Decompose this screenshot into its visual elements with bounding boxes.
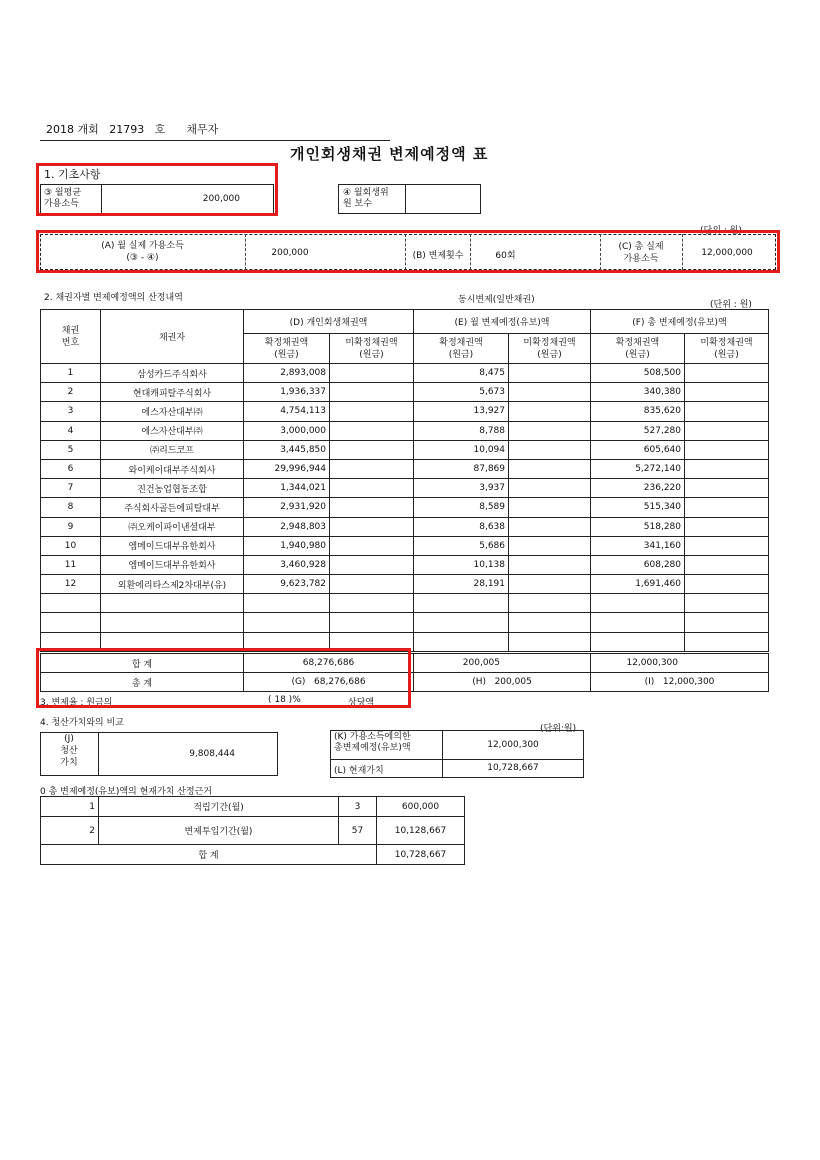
- pv-total-label: 합 계: [41, 845, 377, 865]
- section2-unit: (단위 : 원): [710, 300, 752, 310]
- f-unconfirmed: [685, 575, 769, 594]
- section5-title: 0 총 변제예정(유보)액의 현재가치 산정근거: [40, 787, 212, 797]
- creditor-no: 12: [41, 575, 101, 594]
- header-e-unconfirmed: 미확정채권액 (원금): [509, 334, 591, 364]
- empty-cell: [591, 594, 685, 613]
- monthly-income-label: ③ 월평균 가용소득: [44, 188, 82, 209]
- table-row: [41, 402, 769, 421]
- creditor-name: 진건농업협동조합: [101, 479, 244, 498]
- e-confirmed: 87,869: [414, 459, 509, 478]
- header-e-confirmed: 확정채권액 (원금): [414, 334, 509, 364]
- d-confirmed: 29,996,944: [244, 459, 330, 478]
- present-value-table: [40, 796, 465, 865]
- table-row: [41, 479, 769, 498]
- creditor-name: ㈜리드코프: [101, 440, 244, 459]
- creditor-name: 에스자산대부㈜: [101, 402, 244, 421]
- empty-cell: [330, 594, 414, 613]
- e-confirmed: 5,686: [414, 536, 509, 555]
- b-value: 60회: [495, 251, 516, 261]
- e-confirmed: 8,788: [414, 421, 509, 440]
- d-confirmed: 2,931,920: [244, 498, 330, 517]
- table-row-empty: [41, 594, 769, 613]
- e-unconfirmed: [509, 364, 591, 383]
- section2-subtitle: 동시변제(일반채권): [458, 295, 535, 305]
- table-row: [41, 440, 769, 459]
- empty-cell: [509, 594, 591, 613]
- d-unconfirmed: [330, 555, 414, 574]
- empty-cell: [414, 632, 509, 651]
- f-confirmed: 527,280: [591, 421, 685, 440]
- f-confirmed: 341,160: [591, 536, 685, 555]
- header-d-confirmed: 확정채권액 (원금): [244, 334, 330, 364]
- d-confirmed: 9,623,782: [244, 575, 330, 594]
- creditor-name: 엠메이드대부유한회사: [101, 555, 244, 574]
- f-unconfirmed: [685, 421, 769, 440]
- e-confirmed: 8,638: [414, 517, 509, 536]
- e-confirmed: 10,138: [414, 555, 509, 574]
- table-row: [41, 536, 769, 555]
- page-title: 개인회생채권 변제예정액 표: [290, 145, 489, 163]
- e-unconfirmed: [509, 498, 591, 517]
- c-label: (C) 총 실제 가용소득: [618, 242, 664, 264]
- monthly-income-value: 200,000: [202, 194, 240, 204]
- table-row: [41, 555, 769, 574]
- d-unconfirmed: [330, 459, 414, 478]
- d-unconfirmed: [330, 383, 414, 402]
- creditor-no: 4: [41, 421, 101, 440]
- d-confirmed: 1,344,021: [244, 479, 330, 498]
- creditor-name: 외환에리타스제2차대부(유): [101, 575, 244, 594]
- empty-cell: [101, 594, 244, 613]
- e-unconfirmed: [509, 536, 591, 555]
- empty-cell: [41, 613, 101, 632]
- f-unconfirmed: [685, 383, 769, 402]
- creditor-name: ㈜오케이파이낸셜대부: [101, 517, 244, 536]
- empty-cell: [244, 613, 330, 632]
- empty-cell: [685, 632, 769, 651]
- empty-cell: [41, 594, 101, 613]
- subtotal-f: 12,000,300: [591, 654, 769, 673]
- e-confirmed: 3,937: [414, 479, 509, 498]
- e-unconfirmed: [509, 402, 591, 421]
- empty-cell: [101, 613, 244, 632]
- d-confirmed: 2,893,008: [244, 364, 330, 383]
- d-unconfirmed: [330, 479, 414, 498]
- header-d-unconfirmed: 미확정채권액 (원금): [330, 334, 414, 364]
- highlight-available-income: [36, 230, 780, 273]
- e-confirmed: 10,094: [414, 440, 509, 459]
- e-confirmed: 13,927: [414, 402, 509, 421]
- creditor-no: 9: [41, 517, 101, 536]
- f-confirmed: 340,380: [591, 383, 685, 402]
- empty-cell: [244, 594, 330, 613]
- header-no: 채권 번호: [41, 310, 101, 364]
- f-confirmed: 508,500: [591, 364, 685, 383]
- d-confirmed: 3,000,000: [244, 421, 330, 440]
- pv-total-value: 10,728,667: [377, 845, 465, 865]
- empty-cell: [509, 613, 591, 632]
- d-unconfirmed: [330, 575, 414, 594]
- section4-unit: (단위:원): [540, 724, 577, 734]
- f-unconfirmed: [685, 498, 769, 517]
- f-unconfirmed: [685, 555, 769, 574]
- d-confirmed: 3,445,850: [244, 440, 330, 459]
- header-rule: [40, 140, 390, 141]
- table-row: [41, 383, 769, 402]
- l-label: (L) 현재가치: [334, 766, 384, 776]
- j-label: (J) 청산 가치: [60, 734, 78, 768]
- creditor-name: 주식회사골든에피탈대부: [101, 498, 244, 517]
- d-confirmed: 1,940,980: [244, 536, 330, 555]
- pv-row-no: 2: [41, 817, 99, 845]
- empty-cell: [330, 613, 414, 632]
- d-unconfirmed: [330, 498, 414, 517]
- d-unconfirmed: [330, 536, 414, 555]
- table-row: [41, 421, 769, 440]
- creditor-no: 7: [41, 479, 101, 498]
- f-confirmed: 515,340: [591, 498, 685, 517]
- d-confirmed: 1,936,337: [244, 383, 330, 402]
- subtotal-e: 200,005: [414, 654, 591, 673]
- subtotal-label: 합 계: [41, 654, 244, 673]
- table-row: [41, 517, 769, 536]
- header-d: (D) 개인회생채권액: [244, 310, 414, 334]
- header-f: (F) 총 변제예정(유보)액: [591, 310, 769, 334]
- trustee-fee-label: ④ 월회생위 원 보수: [343, 188, 389, 209]
- repayment-rate-suffix: 상당액: [348, 698, 375, 708]
- d-unconfirmed: [330, 421, 414, 440]
- d-confirmed: 2,948,803: [244, 517, 330, 536]
- e-unconfirmed: [509, 421, 591, 440]
- d-unconfirmed: [330, 364, 414, 383]
- pv-row-label: 변제투입기간(월): [99, 817, 339, 845]
- header-f-confirmed: 확정채권액 (원금): [591, 334, 685, 364]
- f-unconfirmed: [685, 479, 769, 498]
- empty-cell: [685, 594, 769, 613]
- section3-title: 3. 변제율 : 원금의: [40, 698, 113, 708]
- section1-title: 1. 기초사항: [44, 168, 101, 181]
- e-unconfirmed: [509, 555, 591, 574]
- l-value: 10,728,667: [487, 763, 539, 773]
- table-row: [41, 459, 769, 478]
- creditor-name: 엠메이드대부유한회사: [101, 536, 244, 555]
- empty-cell: [685, 613, 769, 632]
- c-value: 12,000,000: [701, 248, 753, 258]
- creditor-no: 10: [41, 536, 101, 555]
- e-confirmed: 8,475: [414, 364, 509, 383]
- d-confirmed: 3,460,928: [244, 555, 330, 574]
- e-confirmed: 8,589: [414, 498, 509, 517]
- pv-row-no: 1: [41, 797, 99, 817]
- empty-cell: [591, 632, 685, 651]
- f-confirmed: 5,272,140: [591, 459, 685, 478]
- header-e: (E) 월 변제예정(유보)액: [414, 310, 591, 334]
- d-confirmed: 4,754,113: [244, 402, 330, 421]
- total-i: (I) 12,000,300: [591, 673, 769, 692]
- creditor-name: 에스자산대부㈜: [101, 421, 244, 440]
- e-confirmed: 5,673: [414, 383, 509, 402]
- k-label: (K) 가용소득에의한 총변제예정(유보)액: [334, 732, 411, 753]
- f-confirmed: 608,280: [591, 555, 685, 574]
- e-unconfirmed: [509, 440, 591, 459]
- f-unconfirmed: [685, 440, 769, 459]
- f-confirmed: 835,620: [591, 402, 685, 421]
- b-label: (B) 변제횟수: [412, 251, 464, 261]
- subtotal-d: 68,276,686: [244, 654, 414, 673]
- repayment-rate: ( 18 )%: [268, 695, 301, 705]
- f-confirmed: 605,640: [591, 440, 685, 459]
- header-creditor: 채권자: [101, 310, 244, 364]
- section1-unit: (단위 : 원): [700, 226, 742, 236]
- j-value: 9,808,444: [189, 749, 235, 759]
- highlight-basic-info: [36, 163, 278, 216]
- pv-row-months: 57: [339, 817, 377, 845]
- f-confirmed: 236,220: [591, 479, 685, 498]
- creditor-name: 삼성카드주식회사: [101, 364, 244, 383]
- f-unconfirmed: [685, 536, 769, 555]
- case-number: 2018 개회 21793 호 채무자: [46, 123, 219, 136]
- d-unconfirmed: [330, 517, 414, 536]
- creditor-table: [40, 309, 769, 652]
- pv-row-value: 600,000: [377, 797, 465, 817]
- creditor-no: 2: [41, 383, 101, 402]
- e-unconfirmed: [509, 479, 591, 498]
- creditor-name: 와이케이대부주식회사: [101, 459, 244, 478]
- f-unconfirmed: [685, 517, 769, 536]
- section4-title: 4. 청산가치와의 비교: [40, 718, 124, 728]
- pv-row-value: 10,128,667: [377, 817, 465, 845]
- a-value: 200,000: [271, 248, 309, 258]
- f-confirmed: 518,280: [591, 517, 685, 536]
- creditor-no: 11: [41, 555, 101, 574]
- e-confirmed: 28,191: [414, 575, 509, 594]
- f-unconfirmed: [685, 459, 769, 478]
- creditor-no: 3: [41, 402, 101, 421]
- section2-title: 2. 채권자별 변제예정액의 산정내역: [44, 293, 183, 303]
- e-unconfirmed: [509, 459, 591, 478]
- total-g: (G) 68,276,686: [244, 673, 414, 692]
- header-f-unconfirmed: 미확정채권액 (원금): [685, 334, 769, 364]
- e-unconfirmed: [509, 575, 591, 594]
- total-label: 총 계: [41, 673, 244, 692]
- empty-cell: [414, 594, 509, 613]
- a-label: (A) 월 실제 가용소득 (③ - ④): [101, 241, 184, 263]
- creditor-no: 5: [41, 440, 101, 459]
- table-row: [41, 498, 769, 517]
- pv-row-label: 적립기간(월): [99, 797, 339, 817]
- table-row: [41, 575, 769, 594]
- d-unconfirmed: [330, 440, 414, 459]
- empty-cell: [414, 613, 509, 632]
- f-unconfirmed: [685, 364, 769, 383]
- creditor-no: 8: [41, 498, 101, 517]
- d-unconfirmed: [330, 402, 414, 421]
- creditor-no: 6: [41, 459, 101, 478]
- e-unconfirmed: [509, 517, 591, 536]
- f-unconfirmed: [685, 402, 769, 421]
- creditor-name: 현대캐피탈주식회사: [101, 383, 244, 402]
- f-confirmed: 1,691,460: [591, 575, 685, 594]
- creditor-no: 1: [41, 364, 101, 383]
- highlight-totals: [36, 648, 411, 708]
- k-value: 12,000,300: [487, 740, 539, 750]
- table-row-empty: [41, 613, 769, 632]
- e-unconfirmed: [509, 383, 591, 402]
- empty-cell: [509, 632, 591, 651]
- pv-row-months: 3: [339, 797, 377, 817]
- table-row: [41, 364, 769, 383]
- empty-cell: [591, 613, 685, 632]
- total-h: (H) 200,005: [414, 673, 591, 692]
